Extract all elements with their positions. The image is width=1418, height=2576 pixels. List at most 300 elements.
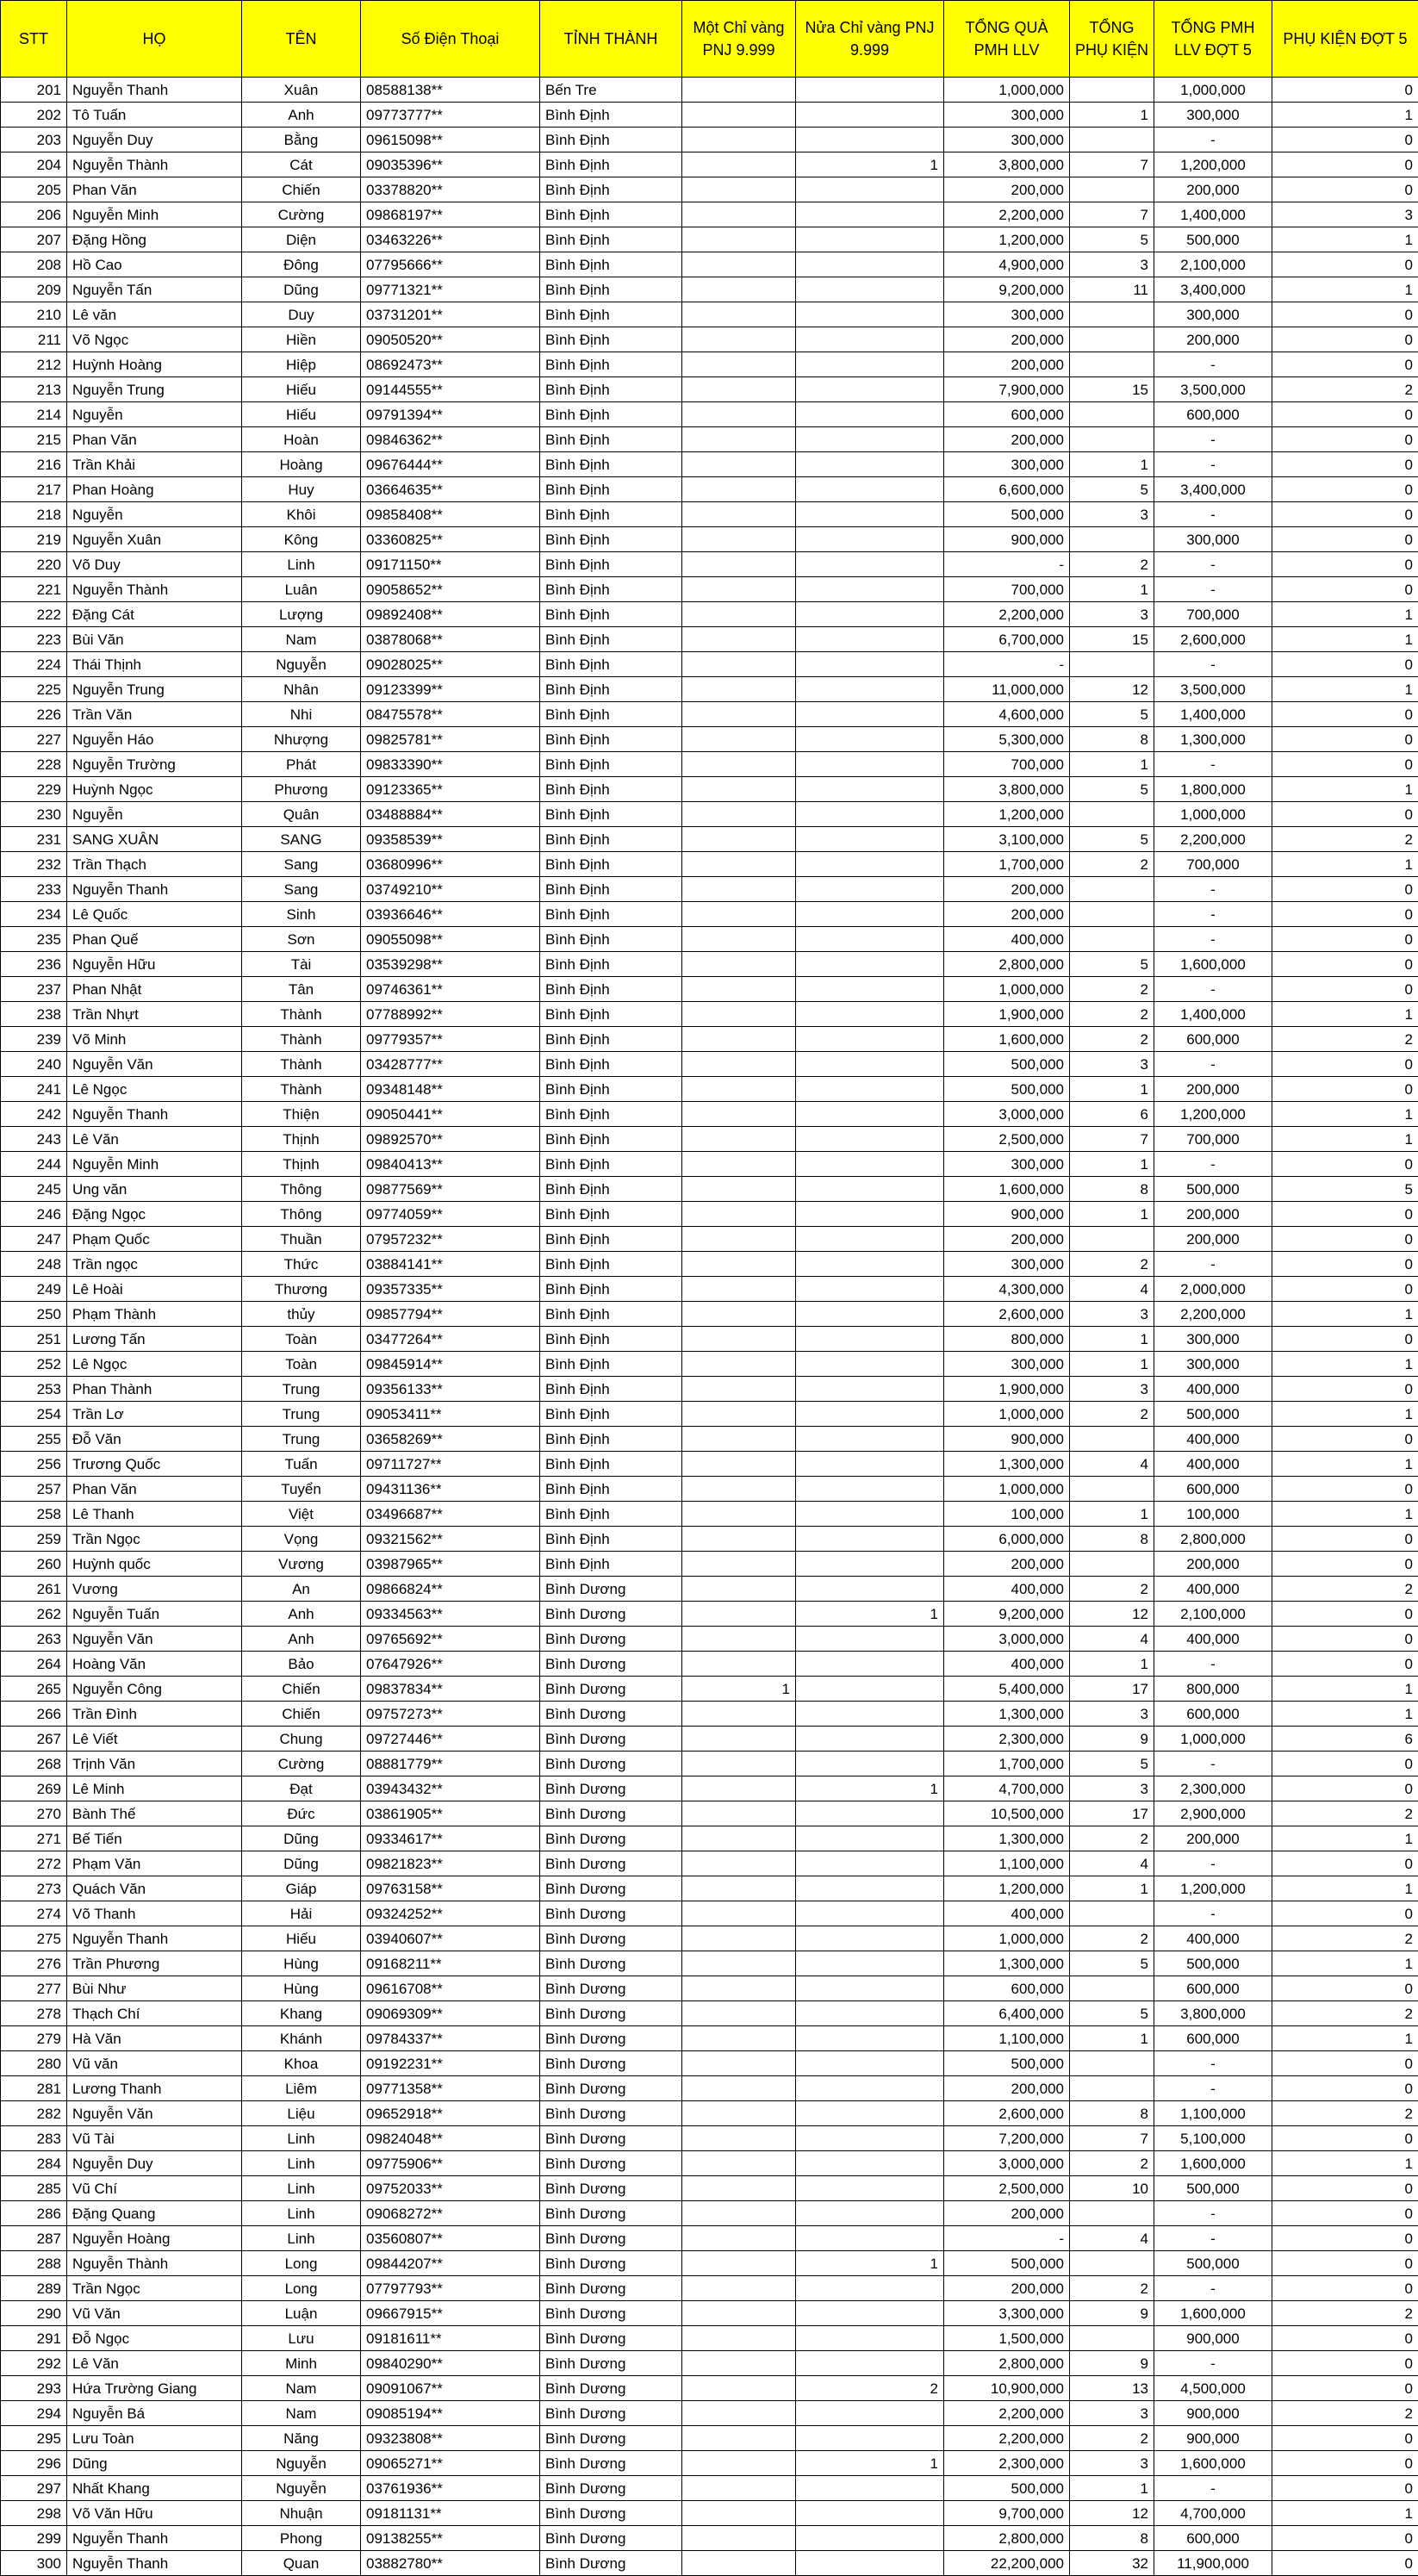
voucher-round5-cell[interactable]: 300,000 xyxy=(1154,103,1272,128)
accessories-round5-cell[interactable]: 0 xyxy=(1272,1052,1418,1077)
province-cell[interactable]: Bình Định xyxy=(540,652,682,677)
half-chi-cell[interactable] xyxy=(796,727,944,752)
stt-cell[interactable]: 232 xyxy=(1,852,67,877)
accessories-round5-cell[interactable]: 0 xyxy=(1272,2326,1418,2351)
total-accessories-cell[interactable]: 15 xyxy=(1070,377,1154,402)
one-chi-cell[interactable] xyxy=(682,2051,796,2076)
ten-cell[interactable]: Giáp xyxy=(242,1876,361,1901)
stt-cell[interactable]: 211 xyxy=(1,327,67,352)
voucher-round5-cell[interactable]: - xyxy=(1154,652,1272,677)
ten-cell[interactable]: Khôi xyxy=(242,502,361,527)
total-voucher-cell[interactable]: 200,000 xyxy=(944,2276,1070,2301)
accessories-round5-cell[interactable]: 1 xyxy=(1272,1951,1418,1976)
half-chi-cell[interactable] xyxy=(796,2426,944,2451)
one-chi-cell[interactable] xyxy=(682,1577,796,1602)
ho-cell[interactable]: Võ Ngọc xyxy=(67,327,242,352)
accessories-round5-cell[interactable]: 0 xyxy=(1272,427,1418,452)
total-accessories-cell[interactable]: 9 xyxy=(1070,1727,1154,1752)
stt-cell[interactable]: 272 xyxy=(1,1851,67,1876)
ho-cell[interactable]: Võ Thanh xyxy=(67,1901,242,1926)
accessories-round5-cell[interactable]: 0 xyxy=(1272,1252,1418,1277)
ten-cell[interactable]: Minh xyxy=(242,2351,361,2376)
total-voucher-cell[interactable]: 300,000 xyxy=(944,452,1070,477)
total-accessories-cell[interactable]: 3 xyxy=(1070,1702,1154,1727)
accessories-round5-cell[interactable]: 0 xyxy=(1272,2276,1418,2301)
phone-cell[interactable]: 03884141** xyxy=(361,1252,540,1277)
phone-cell[interactable]: 09825781** xyxy=(361,727,540,752)
voucher-round5-cell[interactable]: 200,000 xyxy=(1154,1077,1272,1102)
province-cell[interactable]: Bình Định xyxy=(540,1327,682,1352)
voucher-round5-cell[interactable]: - xyxy=(1154,927,1272,952)
province-cell[interactable]: Bình Dương xyxy=(540,2151,682,2176)
ten-cell[interactable]: Hùng xyxy=(242,1951,361,1976)
ho-cell[interactable]: Hoàng Văn xyxy=(67,1652,242,1677)
province-cell[interactable]: Bình Định xyxy=(540,1152,682,1177)
stt-cell[interactable]: 216 xyxy=(1,452,67,477)
stt-cell[interactable]: 249 xyxy=(1,1277,67,1302)
table-row[interactable] xyxy=(1,2176,1418,2201)
one-chi-cell[interactable] xyxy=(682,877,796,902)
one-chi-cell[interactable] xyxy=(682,1352,796,1377)
one-chi-cell[interactable] xyxy=(682,1926,796,1951)
total-voucher-cell[interactable]: 1,200,000 xyxy=(944,227,1070,252)
voucher-round5-cell[interactable]: 900,000 xyxy=(1154,2326,1272,2351)
voucher-round5-cell[interactable]: 3,800,000 xyxy=(1154,2001,1272,2026)
ten-cell[interactable]: Thành xyxy=(242,1052,361,1077)
table-row[interactable] xyxy=(1,2501,1418,2526)
one-chi-cell[interactable] xyxy=(682,777,796,802)
total-voucher-cell[interactable]: 3,800,000 xyxy=(944,777,1070,802)
total-voucher-cell[interactable]: 2,800,000 xyxy=(944,2351,1070,2376)
table-row[interactable] xyxy=(1,827,1418,852)
voucher-round5-cell[interactable]: 1,600,000 xyxy=(1154,2301,1272,2326)
ho-cell[interactable]: Trần Đình xyxy=(67,1702,242,1727)
ho-cell[interactable]: Phạm Quốc xyxy=(67,1227,242,1252)
voucher-round5-cell[interactable]: - xyxy=(1154,2226,1272,2251)
ten-cell[interactable]: Cát xyxy=(242,152,361,177)
one-chi-cell[interactable] xyxy=(682,2001,796,2026)
half-chi-cell[interactable]: 1 xyxy=(796,2451,944,2476)
province-cell[interactable]: Bình Định xyxy=(540,527,682,552)
accessories-round5-cell[interactable]: 1 xyxy=(1272,1127,1418,1152)
phone-cell[interactable]: 09757273** xyxy=(361,1702,540,1727)
accessories-round5-cell[interactable]: 0 xyxy=(1272,2126,1418,2151)
phone-cell[interactable]: 09069309** xyxy=(361,2001,540,2026)
one-chi-cell[interactable] xyxy=(682,2326,796,2351)
total-voucher-cell[interactable]: 200,000 xyxy=(944,2076,1070,2101)
accessories-round5-cell[interactable]: 1 xyxy=(1272,677,1418,702)
voucher-round5-cell[interactable]: - xyxy=(1154,577,1272,602)
phone-cell[interactable]: 03428777** xyxy=(361,1052,540,1077)
province-cell[interactable]: Bình Dương xyxy=(540,2101,682,2126)
ho-cell[interactable]: Nguyễn Háo xyxy=(67,727,242,752)
phone-cell[interactable]: 09824048** xyxy=(361,2126,540,2151)
province-cell[interactable]: Bình Định xyxy=(540,1027,682,1052)
total-voucher-cell[interactable]: 2,800,000 xyxy=(944,952,1070,977)
one-chi-cell[interactable] xyxy=(682,1502,796,1527)
half-chi-cell[interactable] xyxy=(796,1727,944,1752)
stt-cell[interactable]: 245 xyxy=(1,1177,67,1202)
one-chi-cell[interactable] xyxy=(682,1727,796,1752)
table-row[interactable] xyxy=(1,977,1418,1002)
half-chi-cell[interactable] xyxy=(796,78,944,103)
half-chi-cell[interactable] xyxy=(796,227,944,252)
one-chi-cell[interactable] xyxy=(682,677,796,702)
ho-cell[interactable]: Lê Hoài xyxy=(67,1277,242,1302)
voucher-round5-cell[interactable]: 200,000 xyxy=(1154,1202,1272,1227)
ho-cell[interactable]: Trần Khải xyxy=(67,452,242,477)
one-chi-cell[interactable] xyxy=(682,627,796,652)
ten-cell[interactable]: Long xyxy=(242,2276,361,2301)
accessories-round5-cell[interactable]: 0 xyxy=(1272,2076,1418,2101)
ho-cell[interactable]: Đỗ Văn xyxy=(67,1427,242,1452)
voucher-round5-cell[interactable]: 3,400,000 xyxy=(1154,277,1272,302)
total-accessories-cell[interactable] xyxy=(1070,2051,1154,2076)
accessories-round5-cell[interactable]: 0 xyxy=(1272,177,1418,202)
one-chi-cell[interactable] xyxy=(682,1302,796,1327)
province-cell[interactable]: Bình Định xyxy=(540,177,682,202)
province-cell[interactable]: Bình Định xyxy=(540,1127,682,1152)
province-cell[interactable]: Bình Định xyxy=(540,902,682,927)
table-row[interactable] xyxy=(1,752,1418,777)
table-row[interactable] xyxy=(1,702,1418,727)
phone-cell[interactable]: 08881779** xyxy=(361,1752,540,1776)
ten-cell[interactable]: Chiến xyxy=(242,1702,361,1727)
total-accessories-cell[interactable] xyxy=(1070,1552,1154,1577)
one-chi-cell[interactable] xyxy=(682,202,796,227)
ho-cell[interactable]: Nguyễn Văn xyxy=(67,1052,242,1077)
phone-cell[interactable]: 09068272** xyxy=(361,2201,540,2226)
half-chi-cell[interactable] xyxy=(796,1702,944,1727)
ten-cell[interactable]: Thông xyxy=(242,1202,361,1227)
one-chi-cell[interactable] xyxy=(682,302,796,327)
total-accessories-cell[interactable]: 3 xyxy=(1070,252,1154,277)
table-row[interactable] xyxy=(1,927,1418,952)
one-chi-cell[interactable] xyxy=(682,852,796,877)
total-accessories-cell[interactable]: 12 xyxy=(1070,677,1154,702)
total-voucher-cell[interactable]: 900,000 xyxy=(944,1427,1070,1452)
header-ho[interactable]: HỌ xyxy=(67,1,242,78)
total-voucher-cell[interactable]: 5,300,000 xyxy=(944,727,1070,752)
total-accessories-cell[interactable]: 8 xyxy=(1070,1177,1154,1202)
half-chi-cell[interactable] xyxy=(796,452,944,477)
total-accessories-cell[interactable]: 1 xyxy=(1070,103,1154,128)
ho-cell[interactable]: Lê Ngọc xyxy=(67,1352,242,1377)
total-voucher-cell[interactable]: 6,000,000 xyxy=(944,1527,1070,1552)
phone-cell[interactable]: 09431136** xyxy=(361,1477,540,1502)
total-accessories-cell[interactable]: 3 xyxy=(1070,602,1154,627)
province-cell[interactable]: Bình Định xyxy=(540,1402,682,1427)
phone-cell[interactable]: 03488884** xyxy=(361,802,540,827)
total-voucher-cell[interactable]: 800,000 xyxy=(944,1327,1070,1352)
table-row[interactable] xyxy=(1,152,1418,177)
accessories-round5-cell[interactable]: 0 xyxy=(1272,477,1418,502)
total-accessories-cell[interactable]: 5 xyxy=(1070,477,1154,502)
stt-cell[interactable]: 228 xyxy=(1,752,67,777)
total-voucher-cell[interactable]: 1,700,000 xyxy=(944,852,1070,877)
province-cell[interactable]: Bình Dương xyxy=(540,2326,682,2351)
accessories-round5-cell[interactable]: 0 xyxy=(1272,1477,1418,1502)
phone-cell[interactable]: 09181611** xyxy=(361,2326,540,2351)
total-voucher-cell[interactable]: 6,600,000 xyxy=(944,477,1070,502)
total-accessories-cell[interactable]: 3 xyxy=(1070,1776,1154,1801)
ten-cell[interactable]: Diện xyxy=(242,227,361,252)
voucher-round5-cell[interactable]: - xyxy=(1154,2201,1272,2226)
stt-cell[interactable]: 267 xyxy=(1,1727,67,1752)
table-row[interactable] xyxy=(1,1976,1418,2001)
one-chi-cell[interactable] xyxy=(682,1826,796,1851)
total-voucher-cell[interactable]: 2,500,000 xyxy=(944,2176,1070,2201)
ten-cell[interactable]: Luận xyxy=(242,2301,361,2326)
total-voucher-cell[interactable]: 200,000 xyxy=(944,177,1070,202)
half-chi-cell[interactable] xyxy=(796,2101,944,2126)
province-cell[interactable]: Bình Định xyxy=(540,552,682,577)
stt-cell[interactable]: 264 xyxy=(1,1652,67,1677)
phone-cell[interactable]: 03936646** xyxy=(361,902,540,927)
province-cell[interactable]: Bình Dương xyxy=(540,2401,682,2426)
total-voucher-cell[interactable]: 300,000 xyxy=(944,1352,1070,1377)
ho-cell[interactable]: Phan Hoàng xyxy=(67,477,242,502)
stt-cell[interactable]: 297 xyxy=(1,2476,67,2501)
one-chi-cell[interactable] xyxy=(682,2126,796,2151)
phone-cell[interactable]: 09892570** xyxy=(361,1127,540,1152)
ho-cell[interactable]: Lê văn xyxy=(67,302,242,327)
stt-cell[interactable]: 247 xyxy=(1,1227,67,1252)
phone-cell[interactable]: 09181131** xyxy=(361,2501,540,2526)
half-chi-cell[interactable] xyxy=(796,602,944,627)
table-row[interactable] xyxy=(1,1177,1418,1202)
half-chi-cell[interactable] xyxy=(796,1152,944,1177)
phone-cell[interactable]: 09334617** xyxy=(361,1826,540,1851)
ten-cell[interactable]: Khoa xyxy=(242,2051,361,2076)
voucher-round5-cell[interactable]: 500,000 xyxy=(1154,227,1272,252)
voucher-round5-cell[interactable]: 1,200,000 xyxy=(1154,1876,1272,1901)
ten-cell[interactable]: Linh xyxy=(242,2176,361,2201)
ten-cell[interactable]: Quan xyxy=(242,2551,361,2576)
table-row[interactable] xyxy=(1,1652,1418,1677)
total-voucher-cell[interactable]: 200,000 xyxy=(944,427,1070,452)
table-row[interactable] xyxy=(1,652,1418,677)
voucher-round5-cell[interactable]: - xyxy=(1154,2476,1272,2501)
table-row[interactable] xyxy=(1,2126,1418,2151)
total-voucher-cell[interactable]: 300,000 xyxy=(944,128,1070,152)
stt-cell[interactable]: 292 xyxy=(1,2351,67,2376)
total-accessories-cell[interactable]: 5 xyxy=(1070,227,1154,252)
accessories-round5-cell[interactable]: 0 xyxy=(1272,152,1418,177)
total-accessories-cell[interactable] xyxy=(1070,927,1154,952)
voucher-round5-cell[interactable]: 300,000 xyxy=(1154,1327,1272,1352)
ten-cell[interactable]: Huy xyxy=(242,477,361,502)
half-chi-cell[interactable] xyxy=(796,877,944,902)
ho-cell[interactable]: Vũ Văn xyxy=(67,2301,242,2326)
half-chi-cell[interactable] xyxy=(796,777,944,802)
half-chi-cell[interactable] xyxy=(796,252,944,277)
accessories-round5-cell[interactable]: 1 xyxy=(1272,1677,1418,1702)
voucher-round5-cell[interactable]: 1,000,000 xyxy=(1154,78,1272,103)
half-chi-cell[interactable] xyxy=(796,627,944,652)
total-voucher-cell[interactable]: 200,000 xyxy=(944,352,1070,377)
ho-cell[interactable]: Phạm Thành xyxy=(67,1302,242,1327)
accessories-round5-cell[interactable]: 0 xyxy=(1272,352,1418,377)
phone-cell[interactable]: 09085194** xyxy=(361,2401,540,2426)
stt-cell[interactable]: 227 xyxy=(1,727,67,752)
one-chi-cell[interactable] xyxy=(682,1177,796,1202)
table-row[interactable] xyxy=(1,2101,1418,2126)
half-chi-cell[interactable] xyxy=(796,2126,944,2151)
one-chi-cell[interactable] xyxy=(682,352,796,377)
phone-cell[interactable]: 09321562** xyxy=(361,1527,540,1552)
header-province[interactable]: TỈNH THÀNH xyxy=(540,1,682,78)
phone-cell[interactable]: 09144555** xyxy=(361,377,540,402)
ho-cell[interactable]: Nguyễn Văn xyxy=(67,2101,242,2126)
total-voucher-cell[interactable]: 1,200,000 xyxy=(944,1876,1070,1901)
stt-cell[interactable]: 291 xyxy=(1,2326,67,2351)
ten-cell[interactable]: Tuấn xyxy=(242,1452,361,1477)
total-voucher-cell[interactable]: 1,200,000 xyxy=(944,802,1070,827)
half-chi-cell[interactable]: 1 xyxy=(796,152,944,177)
half-chi-cell[interactable] xyxy=(796,1976,944,2001)
voucher-round5-cell[interactable]: 500,000 xyxy=(1154,1177,1272,1202)
ten-cell[interactable]: Bảo xyxy=(242,1652,361,1677)
table-row[interactable] xyxy=(1,227,1418,252)
half-chi-cell[interactable] xyxy=(796,702,944,727)
ten-cell[interactable]: Hùng xyxy=(242,1976,361,2001)
total-accessories-cell[interactable]: 3 xyxy=(1070,1302,1154,1327)
accessories-round5-cell[interactable]: 0 xyxy=(1272,2476,1418,2501)
half-chi-cell[interactable] xyxy=(796,1502,944,1527)
half-chi-cell[interactable] xyxy=(796,1002,944,1027)
total-voucher-cell[interactable]: 1,100,000 xyxy=(944,1851,1070,1876)
total-voucher-cell[interactable]: 1,900,000 xyxy=(944,1377,1070,1402)
one-chi-cell[interactable] xyxy=(682,277,796,302)
total-accessories-cell[interactable]: 12 xyxy=(1070,1602,1154,1627)
one-chi-cell[interactable] xyxy=(682,2201,796,2226)
accessories-round5-cell[interactable]: 5 xyxy=(1272,1177,1418,1202)
total-voucher-cell[interactable]: 300,000 xyxy=(944,103,1070,128)
accessories-round5-cell[interactable]: 0 xyxy=(1272,2226,1418,2251)
province-cell[interactable]: Bình Dương xyxy=(540,2526,682,2551)
stt-cell[interactable]: 262 xyxy=(1,1602,67,1627)
one-chi-cell[interactable] xyxy=(682,2101,796,2126)
province-cell[interactable]: Bình Định xyxy=(540,1177,682,1202)
stt-cell[interactable]: 219 xyxy=(1,527,67,552)
ten-cell[interactable]: thủy xyxy=(242,1302,361,1327)
table-row[interactable] xyxy=(1,1876,1418,1901)
voucher-round5-cell[interactable]: 500,000 xyxy=(1154,2176,1272,2201)
voucher-round5-cell[interactable]: 1,400,000 xyxy=(1154,202,1272,227)
accessories-round5-cell[interactable]: 2 xyxy=(1272,2001,1418,2026)
total-accessories-cell[interactable]: 13 xyxy=(1070,2376,1154,2401)
stt-cell[interactable]: 241 xyxy=(1,1077,67,1102)
half-chi-cell[interactable] xyxy=(796,1427,944,1452)
half-chi-cell[interactable] xyxy=(796,2201,944,2226)
half-chi-cell[interactable] xyxy=(796,2401,944,2426)
province-cell[interactable]: Bình Định xyxy=(540,202,682,227)
total-accessories-cell[interactable]: 17 xyxy=(1070,1677,1154,1702)
table-row[interactable] xyxy=(1,552,1418,577)
one-chi-cell[interactable] xyxy=(682,952,796,977)
table-row[interactable] xyxy=(1,877,1418,902)
half-chi-cell[interactable] xyxy=(796,527,944,552)
ten-cell[interactable]: Sang xyxy=(242,852,361,877)
phone-cell[interactable]: 03463226** xyxy=(361,227,540,252)
voucher-round5-cell[interactable]: 700,000 xyxy=(1154,852,1272,877)
half-chi-cell[interactable] xyxy=(796,277,944,302)
accessories-round5-cell[interactable]: 0 xyxy=(1272,2551,1418,2576)
header-total-voucher[interactable]: TỔNG QUÀ PMH LLV xyxy=(944,1,1070,78)
accessories-round5-cell[interactable]: 1 xyxy=(1272,1002,1418,1027)
ten-cell[interactable]: Dũng xyxy=(242,277,361,302)
stt-cell[interactable]: 242 xyxy=(1,1102,67,1127)
province-cell[interactable]: Bình Dương xyxy=(540,2226,682,2251)
total-voucher-cell[interactable]: 500,000 xyxy=(944,2476,1070,2501)
accessories-round5-cell[interactable]: 0 xyxy=(1272,752,1418,777)
province-cell[interactable]: Bình Dương xyxy=(540,1602,682,1627)
ten-cell[interactable]: Đức xyxy=(242,1801,361,1826)
voucher-round5-cell[interactable]: 400,000 xyxy=(1154,1452,1272,1477)
one-chi-cell[interactable] xyxy=(682,252,796,277)
accessories-round5-cell[interactable]: 0 xyxy=(1272,1427,1418,1452)
half-chi-cell[interactable] xyxy=(796,1077,944,1102)
one-chi-cell[interactable] xyxy=(682,103,796,128)
voucher-round5-cell[interactable]: 300,000 xyxy=(1154,527,1272,552)
phone-cell[interactable]: 09840290** xyxy=(361,2351,540,2376)
accessories-round5-cell[interactable]: 0 xyxy=(1272,2176,1418,2201)
ten-cell[interactable]: Dũng xyxy=(242,1851,361,1876)
half-chi-cell[interactable] xyxy=(796,302,944,327)
accessories-round5-cell[interactable]: 0 xyxy=(1272,877,1418,902)
ho-cell[interactable]: Nguyễn Thanh xyxy=(67,1926,242,1951)
province-cell[interactable]: Bình Dương xyxy=(540,1577,682,1602)
phone-cell[interactable]: 09676444** xyxy=(361,452,540,477)
table-row[interactable] xyxy=(1,1452,1418,1477)
accessories-round5-cell[interactable]: 2 xyxy=(1272,1801,1418,1826)
half-chi-cell[interactable] xyxy=(796,927,944,952)
total-voucher-cell[interactable]: 2,200,000 xyxy=(944,202,1070,227)
phone-cell[interactable]: 09892408** xyxy=(361,602,540,627)
total-accessories-cell[interactable] xyxy=(1070,1976,1154,2001)
one-chi-cell[interactable] xyxy=(682,1652,796,1677)
table-row[interactable] xyxy=(1,1227,1418,1252)
half-chi-cell[interactable] xyxy=(796,1202,944,1227)
total-accessories-cell[interactable]: 2 xyxy=(1070,852,1154,877)
ten-cell[interactable]: Thông xyxy=(242,1177,361,1202)
province-cell[interactable]: Bình Định xyxy=(540,1302,682,1327)
total-accessories-cell[interactable] xyxy=(1070,2326,1154,2351)
half-chi-cell[interactable]: 2 xyxy=(796,2376,944,2401)
voucher-round5-cell[interactable]: - xyxy=(1154,2351,1272,2376)
stt-cell[interactable]: 257 xyxy=(1,1477,67,1502)
accessories-round5-cell[interactable]: 1 xyxy=(1272,227,1418,252)
voucher-round5-cell[interactable]: 300,000 xyxy=(1154,1352,1272,1377)
voucher-round5-cell[interactable]: 1,200,000 xyxy=(1154,152,1272,177)
ten-cell[interactable]: Vương xyxy=(242,1552,361,1577)
ho-cell[interactable]: Nguyễn Thanh xyxy=(67,2526,242,2551)
voucher-round5-cell[interactable]: 400,000 xyxy=(1154,1577,1272,1602)
ho-cell[interactable]: Phan Nhật xyxy=(67,977,242,1002)
ho-cell[interactable]: Thái Thịnh xyxy=(67,652,242,677)
stt-cell[interactable]: 258 xyxy=(1,1502,67,1527)
phone-cell[interactable]: 09866824** xyxy=(361,1577,540,1602)
ten-cell[interactable]: Thương xyxy=(242,1277,361,1302)
voucher-round5-cell[interactable]: 1,400,000 xyxy=(1154,702,1272,727)
half-chi-cell[interactable] xyxy=(796,2001,944,2026)
one-chi-cell[interactable] xyxy=(682,1527,796,1552)
stt-cell[interactable]: 279 xyxy=(1,2026,67,2051)
province-cell[interactable]: Bình Dương xyxy=(540,2451,682,2476)
phone-cell[interactable]: 09771321** xyxy=(361,277,540,302)
ho-cell[interactable]: Lương Thanh xyxy=(67,2076,242,2101)
